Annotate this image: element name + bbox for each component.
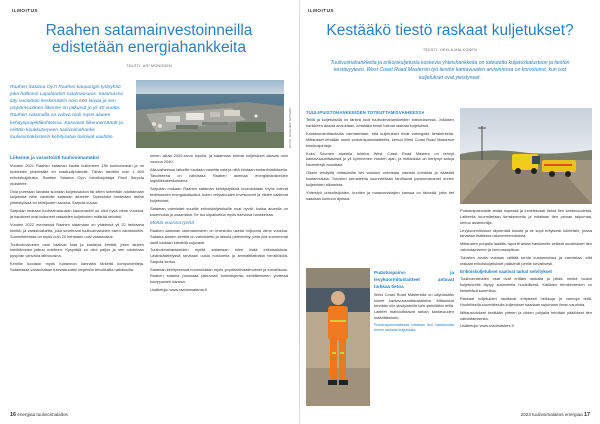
photo-credit: KUVA: RAAHEN SATAMA xyxy=(288,107,292,148)
vehicle-photo xyxy=(460,108,592,204)
worker-image xyxy=(306,268,370,406)
photo-caption: Pudotuspainolaitteella mitataan tien kantavuutta ennen raskaita kuljetuksia. xyxy=(374,322,454,332)
paragraph: Oikein tehdyillä mittauksilla tiet voidaan vahvistaa oikeista kohdista ja säästää kustannuksia. Tulosten perusteella suunnitellaan tarvittavat parannustoimet ennen kuljetusten alkamista. xyxy=(306,170,454,187)
right-column-1b xyxy=(374,268,454,335)
worker-photo xyxy=(306,268,370,406)
article-title: Kestääkö tiestö raskaat kuljetukset? xyxy=(326,22,574,39)
paragraph: Sataman kehityksessä huomioidaan myös ympäristövaatimukset ja turvallisuus. Raahen satama panostaa jatkuvasti toimintojensa kehittämiseen yhdessä kumppanien kanssa. xyxy=(150,266,288,284)
paragraph: Sarpolan mukaan Raahen sataman kehitystyössä huomioidaan myös tulevat teollisuuden energiaratkaisut, kuten vetytalouden investoinnit ja niiden vaatimat kuljetukset. xyxy=(150,186,288,204)
contact-line: Lisätietoja: www.raahensatama.fi xyxy=(150,286,207,292)
right-column-1 xyxy=(306,108,454,203)
paragraph: Tuulivoimaloiden osat ovat erittäin raskaita ja pitkiä, minkä vuoksi kuljetusreitit täytyy suunnitella huolellisesti. Kaikkien tierakenteiden on kestettävä kuormitus. xyxy=(460,276,592,294)
paragraph: Yhteistyö urakoitsijoiden, kuntien ja maanomistajien kanssa on tärkeää, jotta tiet saadaan kuntoon ajoissa. xyxy=(306,189,454,201)
port-aerial-image xyxy=(136,80,284,148)
paragraph: Raahen sataman rakentamiseen on investoitu useita miljoonia viime vuosina. Satama-alueen kenttiä on vahvistettu ja laituria pidennetty, jotta yhä suuremmat lastit voidaan käsitellä sujuvasti. xyxy=(150,227,288,245)
column-subhead: Liikenne ja varastointi tuulivoimamäksi xyxy=(10,156,100,161)
paragraph: Vuoden 2022 mennessä Raahen satamaan on yhteensä yli 22 hehtaaria kenttä- ja varastoaluetta, joka soveltuvat tuulivoimaloiden osien varastointiin. Suunnitelmissa on myös noin 20 hehtaarin uusi varastoalue. xyxy=(10,221,144,239)
ingress: Tuulivoimahankkeita ja erikoiskuljetusta koskevia yhteishankkeita on toteutettu kuljetuskalustoon ja tiestön kestävyyteen. West Coast Road Mastersin työ tiestön kantavuuden arvioinnissa on korostunut, kun isot kuljetukset ovat yleistyneet. xyxy=(330,60,570,81)
column-subhead: Pudotuspaino- ja levykuormituslaitteet antavat tarkkaa tietoa xyxy=(374,270,454,289)
ingress: Raahen Satama Oy:n Raahen kaupungin tytäryhtiö joka hallinnoi Lapaluodon satamaosuus. Satamassa käy vuosittain keskimäärin noin 600 laivaa ja sen ympärivuotinen liikenne on jatkunut jo yli 40 vuotta. Raahen satamalla on vahva rooli myös alueen kehitysprojektikohteissa. Kasvavat liikennemäärät ja erittäin koukkutarpeen tuulivoimahanke tuulivoimaklusterin kehitysalue toimivat vauhtiin. xyxy=(10,85,123,140)
page-number: 17 xyxy=(584,412,590,418)
paragraph: Tuulivoimaloiden osat vaativat tilaa ja kantavia kenttiä, joten alueen kehittäminen jatkuu edelleen. Kysyntää on ollut paljon ja sen odotetaan pysyvän vahvana lähivuosina. xyxy=(10,241,144,259)
folio-text: energiaa tuulivoimalaitos xyxy=(17,412,68,417)
right-page xyxy=(300,0,600,424)
article-title: Raahen satamainvestoinneilla edistetään energiahankkeita xyxy=(45,22,253,57)
byline: TEKSTI: HEKLA MALKONEN xyxy=(423,48,477,52)
section-tag: ILMOITUS xyxy=(12,8,38,13)
contact-line: Lisätietoja: www.roadmasters.fi xyxy=(460,323,514,329)
paragraph: Pudotuspainolaite antaa nopeasti ja luotettavasti tietoa tien kantavuudesta. Laitteella kuormitetaan tierakennetta ja mitataan tien pinnan taipumaa, kertoo asiantuntija. xyxy=(460,208,592,225)
column-subhead: Monta vuosisa työnä xyxy=(150,220,194,226)
paragraph: Raskaat kuljetukset rasittavat erityisesti heikkoja ja vanhoja teitä. Huolellisella suunnittelulla kuljetukset saadaan sujumaan ilman vaurioita. xyxy=(460,295,592,307)
paragraph: Sataman valmiudet suurille erikoiskuljetuksille ovat hyvät, koska alueella on kokemusta ja osaamista. Se tuo kilpailuetua myös tulevissa hankkeissa. xyxy=(150,205,288,217)
paragraph: Mittaustulokset kerätään yhteen ja niiden pohjalta tehdään päätökset tien vahvistamisesta. xyxy=(460,309,592,321)
paragraph: Sarpolan mukaan tuulivoimala-alan kasvuvauhti on ollut hyvä viime vuosina, ja hankkeet ovat lisänneet raskaiden kuljetusten määrää selvästi. xyxy=(10,208,144,220)
paragraph: Vuoden 2021 Raahen sataman kautta kulkeneen 136 tuulivoimalan ja ne tuotteiden yhdeksälle eri maatuulipuistolle. Tähän tarvittiin noin 1 800 erikoiskuljetusta, Raahen Satama Oy:n toimitusjohtaja Pauli Sarpola muistelee. xyxy=(10,163,144,186)
paragraph: Koko Suomen alueella toimiva West Coast Road Masters on tehnyt kantavuusmittauksia jo yli kymmenen vuoden ajan, ja mittauksia on kertynyt satoja kilometrejä vuosittain. xyxy=(306,150,454,168)
paragraph: Teillä ja kuljetuksilla on tärkeä rooli tuulivoimahankkeiden toteutuksessa. Jokaisen hankkeen alussa arvioidaan, kestääkö tiestö tulevat raskaat kuljetukset. xyxy=(306,117,454,129)
page-number: 16 xyxy=(10,412,16,418)
paragraph: Kentille tuodaan myös tuotannon kannalta tärkeitä komponentteja. Satamassa varaudutaan tulevaisuuden tarpeisiin tehokkailla ratkaisuilla. xyxy=(10,261,144,272)
paragraph: minen alkaa 2020-luvun lopulla, ja satamaan tulevat kuljetukset alkavat noin vuonna 2040. xyxy=(150,153,288,164)
folio-text: 2023 tuulivoimalaitos energiaa xyxy=(520,412,583,417)
left-column-1 xyxy=(10,153,144,275)
right-column-2 xyxy=(460,208,592,331)
testing-vehicles-image xyxy=(460,108,592,204)
port-aerial-photo xyxy=(136,80,284,148)
paragraph: Osia puretaan laivasta suoraan kuljetusauton tai sitten siirretään odottamaan kuljetusta niille varatulle sataman alueelle. Operaatiot hoidetaan tiiviisti yhteistyössä eri toimijoiden kanssa, Sarpola kuvaa. xyxy=(10,188,144,206)
column-subhead: Erikoiskuljetukset vaativat tarkat selvitykset xyxy=(460,268,553,274)
page-folio xyxy=(10,412,68,418)
byline: TEKSTI: ARI MONONEN xyxy=(126,64,172,68)
paragraph: Alkuvaiheessa laiturille tuodaan valmiita osia ja niitä kootaan tuotantolaitoksella. Tavoitteena on vahvistaa Raahen asemaa energiahankkeiden logistiikkakeskuksena. xyxy=(150,166,288,184)
column-subhead: TUULIPUISTOHANKKEIDEN TOTEUTTAMISVAIHEESSA xyxy=(306,110,425,115)
paragraph: Tuulivoimahankkeiden myötä satamaan tulee lisää erikoisaluksia. Lastinkäsittelyssä tarvitaan uusia nostureita ja ammattitaitoista henkilöstöä, Sarpola kertoo. xyxy=(150,247,288,265)
paragraph: Levykuormituskoe täydentää tulosta ja se sopii erityisesti kohteisiin, joissa tarvitaan lisätietoa rakennekerroksista. xyxy=(460,227,592,239)
left-column-2 xyxy=(150,153,288,294)
paragraph: Kantavuusmittauksilla varmistetaan, että kuljetukset eivät vahingoita tierakenteita. Mittaukset tehdään usein pudotuspainolaitteella, kertoo West Coast Road Mastersin toimitusjohtaja. xyxy=(306,131,454,148)
section-tag: ILMOITUS xyxy=(308,8,334,13)
paragraph: West Coast Road Mastersilla on käytössään kolme kantavuusmittauslaitetta. Mittauksia tehdään niin yksityisteillä kuin yleisilläkin teillä. Laitteet mahdollistavat tarkan kantavuuden määrittämisen. xyxy=(374,291,454,321)
page-folio xyxy=(521,412,590,418)
paragraph: Mittausten pohjalta laadittu raportti antaa hankkeelle selkeät suositukset tien vahvistamiseen ja kunnossapitoon. xyxy=(460,241,592,253)
paragraph: Tulosten avulla voidaan välttää turhia kustannuksia ja varmistaa, että raskaat erikoiskuljetukset pääsevät perille turvallisesti. xyxy=(460,255,592,266)
